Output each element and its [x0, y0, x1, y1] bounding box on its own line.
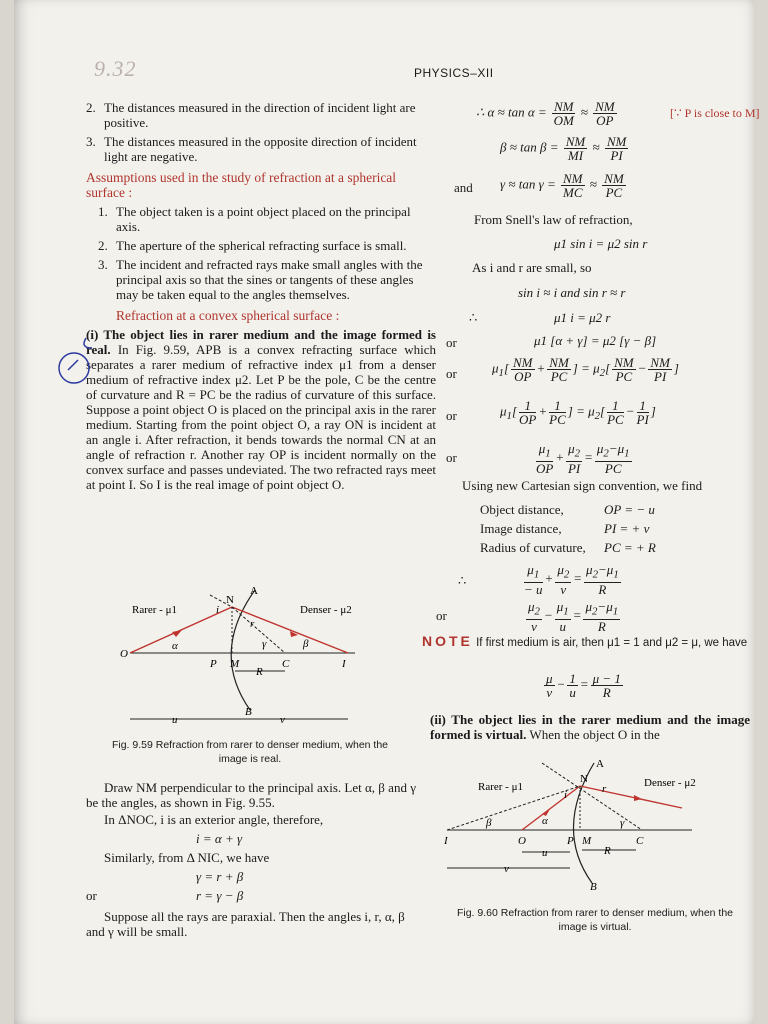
svg-text:R: R [256, 666, 263, 678]
svg-text:O: O [518, 835, 526, 847]
svg-text:A: A [250, 585, 258, 597]
svg-text:r: r [250, 618, 255, 630]
eq-lens-formula: $\frac{\mu_2}{v}$ − $\frac{\mu_1}{u}$ = $\frac{\mu_2-\mu_1}{R}$ [528, 599, 619, 634]
svg-text:u: u [172, 714, 178, 726]
svg-text:I: I [342, 658, 346, 670]
fig60-rarer-label: Rarer - μ1 [478, 781, 523, 793]
svg-text:i: i [564, 789, 568, 801]
sign-convention: Object distance, OP = − u Image distance, PI = + v Radius of curvature, PC = + R [480, 502, 656, 555]
eq-step3: $\mu_1$[ $\frac{1}{OP}$ + $\frac{1}{PC}$ ] = $\mu_2$[ $\frac{1}{PC}$ − $\frac{1}{PI}$ ] [500, 398, 656, 427]
fig59-caption: Fig. 9.59 Refraction from rarer to denser medium, when the image is real. [111, 739, 389, 765]
svg-text:v: v [504, 863, 509, 875]
svg-text:i: i [216, 604, 220, 616]
svg-text:M: M [230, 658, 240, 670]
svg-text:B: B [590, 881, 597, 893]
page-number: 9.32 [94, 56, 137, 81]
assumptions-heading: Assumptions used in the study of refraction at a spherical surface : [86, 170, 397, 200]
fig60-caption: Fig. 9.60 Refraction from rarer to denser medium, when the image is virtual. [456, 907, 734, 933]
fig59-denser-label: Denser - μ2 [300, 604, 352, 616]
eq-gamma: γ ≈ tan γ = $\frac{NM}{MC}$ ≈ $\frac{NM}{PC}$ [500, 171, 624, 200]
svg-text:γ: γ [262, 638, 267, 650]
handwritten-mark [54, 330, 114, 390]
svg-text:v: v [280, 714, 285, 726]
note-close: [∵ P is close to M] [670, 106, 760, 120]
figure-9-60 [442, 758, 742, 898]
svg-text:α: α [172, 640, 178, 652]
list-item: 2. The aperture of the spherical refracting surface is small. [98, 238, 407, 253]
left-derivation: Draw NM perpendicular to the principal axis. Let α, β and γ be the angles, as shown in Fig. 9.55. In ΔNOC, i is an exterior angle, therefore, i = α + γ Similarly, from Δ NIC, we have γ = r + β or r = γ − β Suppose all the rays are paraxial. Then the angles i, r, α, β and γ will be small. [86, 780, 416, 939]
svg-text:β: β [303, 638, 309, 650]
svg-text:I: I [444, 835, 448, 847]
svg-text:B: B [245, 706, 252, 718]
list-item: 1. The object taken is a point object placed on the principal axis. [98, 204, 411, 234]
svg-text:γ: γ [620, 817, 625, 829]
left-column [86, 100, 436, 492]
fig59-rarer-label: Rarer - μ1 [132, 604, 177, 616]
svg-text:β: β [486, 817, 492, 829]
textbook-page: 9.32 PHYSICS–XII 2. The distances measured in the direction of incident light are positive. 3. The distances measured in the opposite direction of incident light are negative. Assumptions used in the study of refraction at a spherical surface : 1. The object taken is a point object placed on the principal axis. 2. The aperture of the spherical refracting surface is small. 3. The incident and refracted rays make small angles with the principal axis so that the sines or tangents of these angles may be taken equal to the angles themselves. Refraction at a convex spherical surface : (i) The object lies in rarer medium and the image formed is real. In Fig. 9.59, APB is a convex refracting surface which separates a rarer medium of refractive index μ1 from a denser medium of refractive index μ2. Let P be the pole, C be the centre of curvature and R = PC be the radius of curvature of this surface. Suppose a point object O is placed on the principal axis in the rarer medium. Starting from the point object O, a ray ON is incident at an angle i. After refraction, it bends towards the normal CN at an angle of refraction r. Another ray OP is incident normally on the convex surface and passes undeviated. The two refracted rays meet at point I. So I is the real image of point object O. Rarer - μ1 Denser - μ2 A N i r α β γ O P M C I R B u v Fig. 9.59 Refraction from rarer to denser medium, when the image is real. Draw NM perpendicular to the principal axis. Let α, β and γ be the angles, as shown in Fig. 9.55. In ΔNOC, i is an exterior angle, therefore, i = α + γ Similarly, from Δ NIC, we have γ = r + β or r = γ − β Suppose all the rays are paraxial. Then the angles i, r, α, β and γ will be small. ∴ α ≈ tan α = $\frac{NM}{OM}$ ≈ $\frac{NM}{OP}$ [∵ P is close to M] β ≈ tan β = $\frac{NM}{MI}$ ≈ $\frac{NM}{PI}$ and γ ≈ tan γ = $\frac{NM}{MC}$ ≈ $\frac{NM}{PC}$ From Snell's law of refraction, μ1 sin i = μ2 sin r As i and r are small, so sin i ≈ i and sin r ≈ r ∴ μ1 i = μ2 r or μ1 [α + γ] = μ2 [γ − β] or $\mu_1$[ $\frac{NM}{OP}$ + $\frac{NM}{PC}$ ] = $\mu_2$[ $\frac{NM}{PC}$ − $\frac{NM}{PI}$ ] or $\mu_1$[ $\frac{1}{OP}$ + $\frac{1}{PC}$ ] = $\mu_2$[ $\frac{1}{PC}$ − $\frac{1}{PI}$ ] or $\frac{\mu_1}{OP}$ + $\frac{\mu_2}{PI}$ = $\frac{\mu_2-\mu_1}{PC}$ Using new Cartesian sign convention, we find Object distance, OP = − u Image distance, PI = + v Radius of curvature, PC = + R ∴ $\frac{\mu_1}{- u}$ + $\frac{\mu_2}{v}$ = $\frac{\mu_2-\mu_1}{R}$ or $\frac{\mu_2}{v}$ − $\frac{\mu_1}{u}$ = $\frac{\mu_2-\mu_1}{R}$ NOTE If first medium is air, then μ1 = 1 and μ2 = μ, we have $\frac{\mu}{v}$ − $\frac{1}{u}$ = $\frac{\mu - 1}{R}$ (ii) The object lies in the rarer medium and the image formed is virtual. When the object O in the Rarer - μ1 Denser - μ2 A N i r α β γ I O P M C R B u v Fig. 9.60 Refraction from rarer to denser medium, when the image is virtual. [14, 0, 754, 1024]
svg-text:C: C [636, 835, 644, 847]
eq-step4: $\frac{\mu_1}{OP}$ + $\frac{\mu_2}{PI}$ = $\frac{\mu_2-\mu_1}{PC}$ [536, 441, 630, 476]
figure-9-59 [110, 585, 440, 735]
eq-step2: $\mu_1$[ $\frac{NM}{OP}$ + $\frac{NM}{PC}$ ] = $\mu_2$[ $\frac{NM}{PC}$ − $\frac{NM}{PI}$ ] [492, 355, 679, 384]
eq-beta: β ≈ tan β = $\frac{NM}{MI}$ ≈ $\frac{NM}{PI}$ [500, 134, 627, 163]
eq-alpha: ∴ α ≈ tan α = $\frac{NM}{OM}$ ≈ $\frac{NM}{OP}$ [476, 99, 615, 128]
svg-text:A: A [596, 758, 604, 770]
svg-text:M: M [582, 835, 592, 847]
svg-text:C: C [282, 658, 290, 670]
fig60-denser-label: Denser - μ2 [644, 777, 696, 789]
eq-air: $\frac{\mu}{v}$ − $\frac{1}{u}$ = $\frac{\mu - 1}{R}$ [546, 671, 621, 700]
list-item: 3. The distances measured in the opposite direction of incident light are negative. [86, 134, 417, 164]
svg-text:u: u [542, 847, 548, 859]
svg-text:P: P [567, 835, 574, 847]
note-box: NOTE If first medium is air, then μ1 = 1 and μ2 = μ, we have [422, 633, 748, 649]
svg-text:α: α [542, 815, 548, 827]
list-item: 2. The distances measured in the direction of incident light are positive. [86, 100, 416, 130]
list-item: 3. The incident and refracted rays make small angles with the principal axis so that the sines or tangents of these angles may be taken equal to the angles themselves. [98, 257, 423, 302]
svg-text:N: N [226, 594, 234, 606]
svg-text:N: N [580, 773, 588, 785]
svg-text:r: r [602, 783, 607, 795]
case2-paragraph: (ii) The object lies in the rarer medium and the image formed is virtual. When the object O in the [430, 712, 750, 742]
svg-text:R: R [604, 845, 611, 857]
book-title: PHYSICS–XII [414, 66, 494, 80]
svg-text:P: P [210, 658, 217, 670]
svg-text:O: O [120, 648, 128, 660]
case1-paragraph: (i) The object lies in rarer medium and the image formed is real. In Fig. 9.59, APB is a convex refracting surface which separates a rarer medium of refractive index μ1 from a denser medium of refractive index μ2. Let P be the pole, C be the centre of curvature and R = PC be the radius of curvature of this surface. Suppose a point object O is placed on the principal axis in the rarer medium. Starting from the point object O, a ray ON is incident at an angle i. After refraction, it bends towards the normal CN at an angle of refraction r. Another ray OP is incident normally on the convex surface and passes undeviated. The two refracted rays meet at point I. So I is the real image of point object O. [86, 327, 436, 492]
eq-cartesian: $\frac{\mu_1}{- u}$ + $\frac{\mu_2}{v}$ = $\frac{\mu_2-\mu_1}{R}$ [524, 562, 619, 597]
convex-heading: Refraction at a convex spherical surface : [116, 308, 340, 323]
